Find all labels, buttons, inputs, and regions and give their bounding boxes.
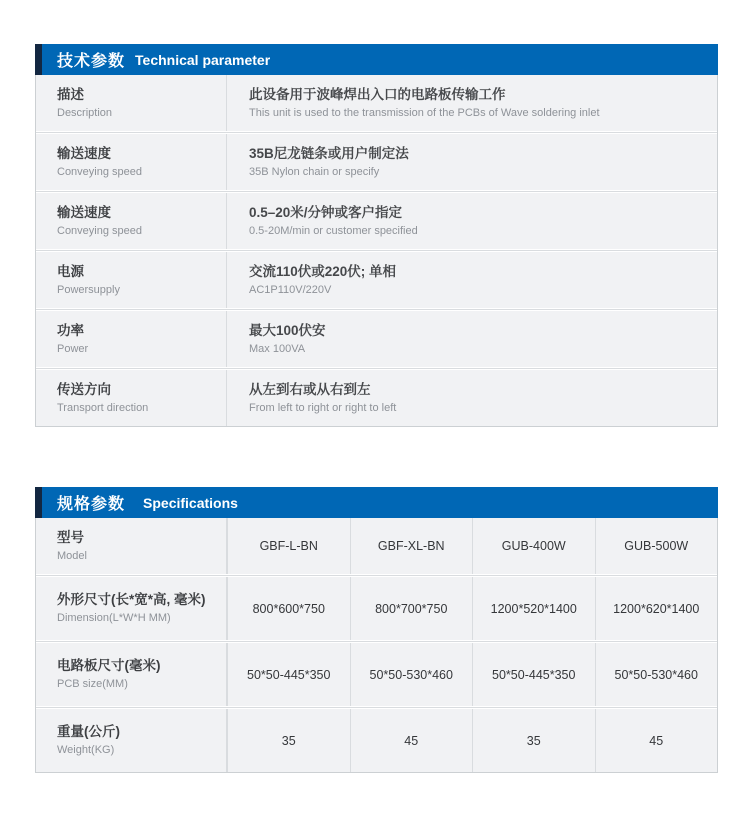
table-row-pcb-size [36, 643, 717, 706]
row-label [36, 370, 227, 426]
row-label-en: PCB size(MM) [57, 678, 128, 691]
dimension-cell: 800*700*750 [350, 577, 473, 640]
model-cell: GBF-L-BN [227, 518, 350, 574]
dimension-cell: 1200*520*1400 [472, 577, 595, 640]
table-row-description [36, 75, 717, 131]
table-row-power [36, 311, 717, 367]
pcb-size-cell: 50*50-530*460 [595, 643, 718, 706]
specifications-table [35, 518, 718, 773]
row-label-cn: 重量(公斤) [57, 724, 120, 740]
row-label-cn: 输送速度 [57, 145, 111, 161]
row-value [227, 252, 717, 308]
row-label-cn: 描述 [57, 86, 84, 102]
row-label [36, 252, 227, 308]
table-row-conveying-type [36, 134, 717, 190]
specifications-header-title-cn: 规格参数 [57, 496, 126, 513]
row-label [36, 518, 227, 574]
row-value-cn: 交流110伏或220伏; 单相 [249, 263, 397, 279]
weight-cell: 45 [595, 709, 718, 772]
section-specifications [35, 487, 718, 773]
table-row-transport-direction [36, 370, 717, 426]
row-value [227, 193, 717, 249]
weight-cell: 35 [227, 709, 350, 772]
row-label-cn: 输送速度 [57, 204, 111, 220]
dimension-cell: 1200*620*1400 [595, 577, 718, 640]
row-label [36, 75, 227, 131]
table-row-model [36, 518, 717, 574]
technical-header-title-en: Technical parameter [135, 51, 271, 68]
dimension-cell: 800*600*750 [227, 577, 350, 640]
row-value [227, 311, 717, 367]
row-label-cn: 外形尺寸(长*宽*高, 毫米) [57, 592, 206, 608]
row-label [36, 709, 227, 772]
row-value-en: From left to right or right to left [249, 401, 397, 414]
row-value [227, 75, 717, 131]
row-value [227, 370, 717, 426]
pcb-size-cell: 50*50-445*350 [472, 643, 595, 706]
row-value-en: This unit is used to the transmission of the PCBs of Wave soldering inlet [249, 106, 600, 119]
model-cell: GUB-400W [472, 518, 595, 574]
model-cell: GUB-500W [595, 518, 718, 574]
row-label-en: Weight(KG) [57, 744, 115, 757]
weight-cell: 45 [350, 709, 473, 772]
table-row-weight [36, 709, 717, 772]
row-value [227, 134, 717, 190]
row-value-en: Max 100VA [249, 342, 306, 355]
technical-header-title-cn: 技术参数 [57, 53, 126, 70]
technical-header-bar [35, 44, 718, 75]
row-label-cn: 传送方向 [57, 381, 111, 397]
row-label-cn: 电路板尺寸(毫米) [57, 658, 161, 674]
pcb-size-cell: 50*50-530*460 [350, 643, 473, 706]
row-value-cn: 0.5–20米/分钟或客户指定 [249, 204, 403, 220]
row-label-en: Model [57, 549, 87, 562]
row-value-cn: 35B尼龙链条或用户制定法 [249, 145, 409, 161]
row-label [36, 577, 227, 640]
row-label-en: Conveying speed [57, 224, 143, 237]
row-label [36, 134, 227, 190]
model-cell: GBF-XL-BN [350, 518, 473, 574]
row-label-en: Dimension(L*W*H MM) [57, 612, 171, 625]
row-label [36, 311, 227, 367]
row-label-en: Conveying speed [57, 165, 143, 178]
row-label-cn: 型号 [57, 529, 84, 545]
table-row-dimension [36, 577, 717, 640]
row-label-cn: 电源 [57, 263, 84, 279]
technical-table [35, 75, 718, 427]
table-row-power-supply [36, 252, 717, 308]
section-technical-parameters [35, 44, 718, 427]
row-value-en: 35B Nylon chain or specify [249, 165, 380, 178]
pcb-size-cell: 50*50-445*350 [227, 643, 350, 706]
weight-cell: 35 [472, 709, 595, 772]
row-label-en: Transport direction [57, 401, 149, 414]
specifications-header-bar [35, 487, 718, 518]
row-label [36, 193, 227, 249]
row-label-en: Powersupply [57, 283, 120, 296]
row-value-cn: 最大100伏安 [249, 322, 326, 338]
row-value-cn: 从左到右或从右到左 [249, 381, 371, 397]
row-label-en: Power [57, 342, 89, 355]
table-row-conveying-speed [36, 193, 717, 249]
row-value-en: 0.5-20M/min or customer specified [249, 224, 418, 237]
row-label-en: Description [57, 106, 113, 119]
specifications-header-title-en: Specifications [143, 494, 238, 511]
row-label [36, 643, 227, 706]
row-value-cn: 此设备用于波峰焊出入口的电路板传输工作 [249, 86, 506, 102]
row-value-en: AC1P110V/220V [249, 283, 332, 296]
row-label-cn: 功率 [57, 322, 84, 338]
